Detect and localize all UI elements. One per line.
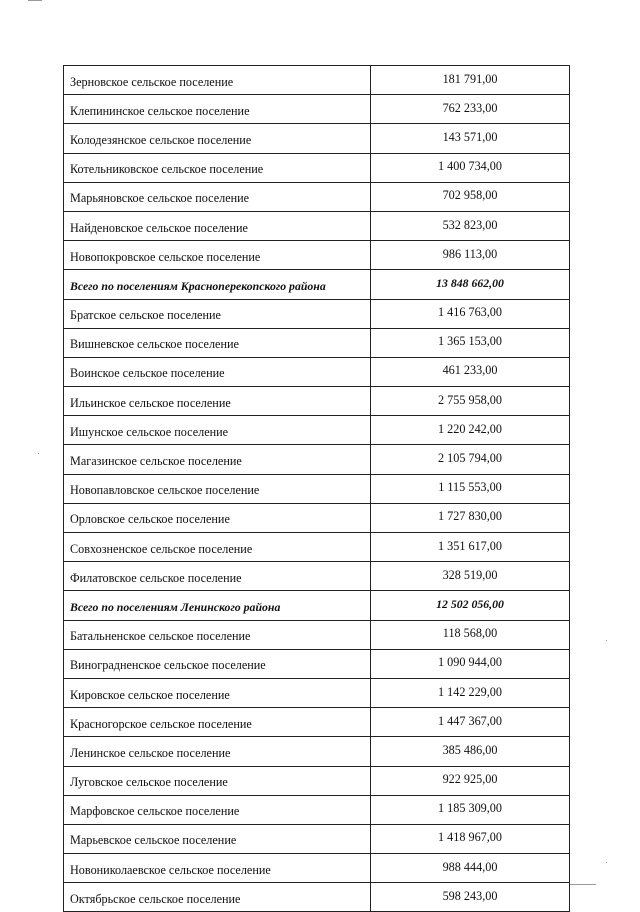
table-row — [64, 211, 570, 240]
settlement-name: Ленинское сельское поселение — [70, 745, 231, 760]
amount-cell — [371, 649, 570, 678]
amount-value: 13 848 662,00 — [436, 275, 504, 290]
settlement-name: Филатовское сельское поселение — [70, 570, 242, 585]
amount-cell — [371, 737, 570, 766]
settlement-name: Марьяновское сельское поселение — [70, 191, 250, 206]
amount-cell — [371, 533, 570, 562]
table-row — [64, 182, 570, 211]
settlement-name: Орловское сельское поселение — [70, 512, 230, 527]
amount-cell — [371, 678, 570, 707]
amount-value: 532 823,00 — [442, 217, 498, 232]
table-row — [64, 474, 570, 503]
settlement-name-cell — [64, 416, 371, 445]
table-row — [64, 328, 570, 357]
settlement-name-cell — [64, 620, 371, 649]
settlement-name-cell — [64, 649, 371, 678]
amount-value: 1 727 830,00 — [438, 509, 502, 524]
table-row — [64, 241, 570, 270]
amount-value: 598 243,00 — [442, 888, 498, 903]
table-row — [64, 153, 570, 182]
settlement-name: Вишневское сельское поселение — [70, 337, 239, 352]
amount-value: 12 502 056,00 — [436, 596, 504, 611]
settlement-name: Ильинское сельское поселение — [70, 395, 231, 410]
amount-value: 1 185 309,00 — [438, 801, 502, 816]
settlement-name: Колодезянское сельское поселение — [70, 132, 252, 147]
settlement-name-cell — [64, 299, 371, 328]
amount-value: 181 791,00 — [442, 71, 498, 86]
settlement-name-cell — [64, 182, 371, 211]
settlement-name-cell — [64, 795, 371, 824]
table-row — [64, 737, 570, 766]
table-row — [64, 66, 570, 95]
amount-cell — [371, 562, 570, 591]
scan-speck — [606, 640, 607, 641]
table-row — [64, 883, 570, 912]
settlement-name: Всего по поселениям Ленинского района — [70, 599, 281, 614]
table-row — [64, 416, 570, 445]
amount-value: 1 447 367,00 — [438, 713, 502, 728]
settlement-name-cell — [64, 883, 371, 912]
settlement-name-cell — [64, 153, 371, 182]
scan-mark-top — [28, 0, 42, 1]
amount-value: 986 113,00 — [442, 246, 498, 261]
settlement-name: Новониколаевское сельское поселение — [70, 862, 271, 877]
table-row — [64, 620, 570, 649]
amount-value: 118 568,00 — [442, 626, 498, 641]
amount-cell — [371, 211, 570, 240]
amount-cell — [371, 445, 570, 474]
table-row — [64, 678, 570, 707]
amount-cell — [371, 241, 570, 270]
settlement-name: Виноградненское сельское поселение — [70, 658, 266, 673]
table-row — [64, 357, 570, 386]
settlement-name-cell — [64, 66, 371, 95]
amount-value: 988 444,00 — [442, 859, 498, 874]
amount-cell — [371, 328, 570, 357]
settlement-name: Марьевское сельское поселение — [70, 833, 237, 848]
settlement-name-cell — [64, 445, 371, 474]
amount-cell — [371, 824, 570, 853]
amount-value: 702 958,00 — [442, 188, 498, 203]
table-row — [64, 854, 570, 883]
table-row — [64, 708, 570, 737]
settlements-budget-table — [63, 65, 570, 912]
table-row — [64, 387, 570, 416]
amount-cell — [371, 270, 570, 299]
amount-value: 922 925,00 — [442, 772, 498, 787]
settlement-name: Зерновское сельское поселение — [70, 74, 234, 89]
settlement-name-cell — [64, 211, 371, 240]
table-row-total — [64, 591, 570, 620]
amount-cell — [371, 795, 570, 824]
table-row — [64, 95, 570, 124]
table-row — [64, 795, 570, 824]
amount-value: 1 416 763,00 — [438, 305, 502, 320]
settlement-name: Новопавловское сельское поселение — [70, 483, 260, 498]
settlement-name-cell — [64, 678, 371, 707]
table-row — [64, 533, 570, 562]
settlement-name: Найденовское сельское поселение — [70, 220, 248, 235]
settlement-name: Марфовское сельское поселение — [70, 804, 240, 819]
settlement-name-cell — [64, 357, 371, 386]
amount-value: 1 418 967,00 — [438, 830, 502, 845]
settlement-name: Магазинское сельское поселение — [70, 454, 242, 469]
settlement-name: Ишунское сельское поселение — [70, 424, 229, 439]
scan-mark-bottom — [570, 884, 596, 885]
settlement-name: Воинское сельское поселение — [70, 366, 225, 381]
settlement-name-cell — [64, 474, 371, 503]
amount-cell — [371, 416, 570, 445]
settlement-name: Всего по поселениям Красноперекопского района — [70, 278, 326, 293]
amount-cell — [371, 66, 570, 95]
amount-cell — [371, 182, 570, 211]
settlement-name-cell — [64, 766, 371, 795]
table-row — [64, 824, 570, 853]
table-row — [64, 503, 570, 532]
settlement-name-cell — [64, 562, 371, 591]
amount-value: 1 142 229,00 — [438, 684, 502, 699]
table-row — [64, 766, 570, 795]
amount-value: 328 519,00 — [442, 567, 498, 582]
settlement-name: Братское сельское поселение — [70, 308, 221, 323]
settlement-name-cell — [64, 824, 371, 853]
settlement-name: Красногорское сельское поселение — [70, 716, 252, 731]
settlement-name-cell — [64, 854, 371, 883]
amount-cell — [371, 153, 570, 182]
table-row — [64, 124, 570, 153]
amount-cell — [371, 387, 570, 416]
settlement-name-cell — [64, 241, 371, 270]
amount-cell — [371, 357, 570, 386]
settlement-name-cell — [64, 503, 371, 532]
amount-value: 143 571,00 — [442, 129, 498, 144]
settlement-name: Батальненское сельское поселение — [70, 629, 251, 644]
amount-cell — [371, 620, 570, 649]
amount-value: 1 090 944,00 — [438, 655, 502, 670]
scan-speck — [606, 862, 607, 863]
settlement-name: Новопокровское сельское поселение — [70, 249, 261, 264]
settlement-name: Октябрьское сельское поселение — [70, 891, 241, 906]
settlement-name-cell — [64, 591, 371, 620]
settlement-name: Клепининское сельское поселение — [70, 103, 250, 118]
amount-value: 2 105 794,00 — [438, 451, 502, 466]
amount-cell — [371, 95, 570, 124]
amount-value: 1 365 153,00 — [438, 334, 502, 349]
settlement-name: Кировское сельское поселение — [70, 687, 230, 702]
amount-value: 385 486,00 — [442, 742, 498, 757]
table-row — [64, 562, 570, 591]
scan-speck — [38, 453, 39, 454]
settlement-name-cell — [64, 533, 371, 562]
amount-cell — [371, 474, 570, 503]
amount-value: 1 220 242,00 — [438, 421, 502, 436]
amount-cell — [371, 124, 570, 153]
table-row-total — [64, 270, 570, 299]
amount-cell — [371, 503, 570, 532]
settlement-name: Луговское сельское поселение — [70, 775, 228, 790]
amount-value: 762 233,00 — [442, 100, 498, 115]
amount-value: 461 233,00 — [442, 363, 498, 378]
settlement-name-cell — [64, 95, 371, 124]
settlement-name-cell — [64, 737, 371, 766]
settlement-name-cell — [64, 270, 371, 299]
table-row — [64, 445, 570, 474]
settlement-name-cell — [64, 328, 371, 357]
amount-cell — [371, 854, 570, 883]
amount-cell — [371, 708, 570, 737]
settlement-name-cell — [64, 124, 371, 153]
amount-cell — [371, 766, 570, 795]
settlement-name: Совхозненское сельское поселение — [70, 541, 253, 556]
table-row — [64, 649, 570, 678]
amount-value: 2 755 958,00 — [438, 392, 502, 407]
amount-cell — [371, 591, 570, 620]
amount-cell — [371, 299, 570, 328]
table-row — [64, 299, 570, 328]
amount-value: 1 400 734,00 — [438, 159, 502, 174]
amount-value: 1 115 553,00 — [438, 480, 502, 495]
settlement-name-cell — [64, 387, 371, 416]
amount-cell — [371, 883, 570, 912]
table-body — [64, 66, 570, 912]
amount-value: 1 351 617,00 — [438, 538, 502, 553]
settlement-name: Котельниковское сельское поселение — [70, 162, 264, 177]
settlement-name-cell — [64, 708, 371, 737]
